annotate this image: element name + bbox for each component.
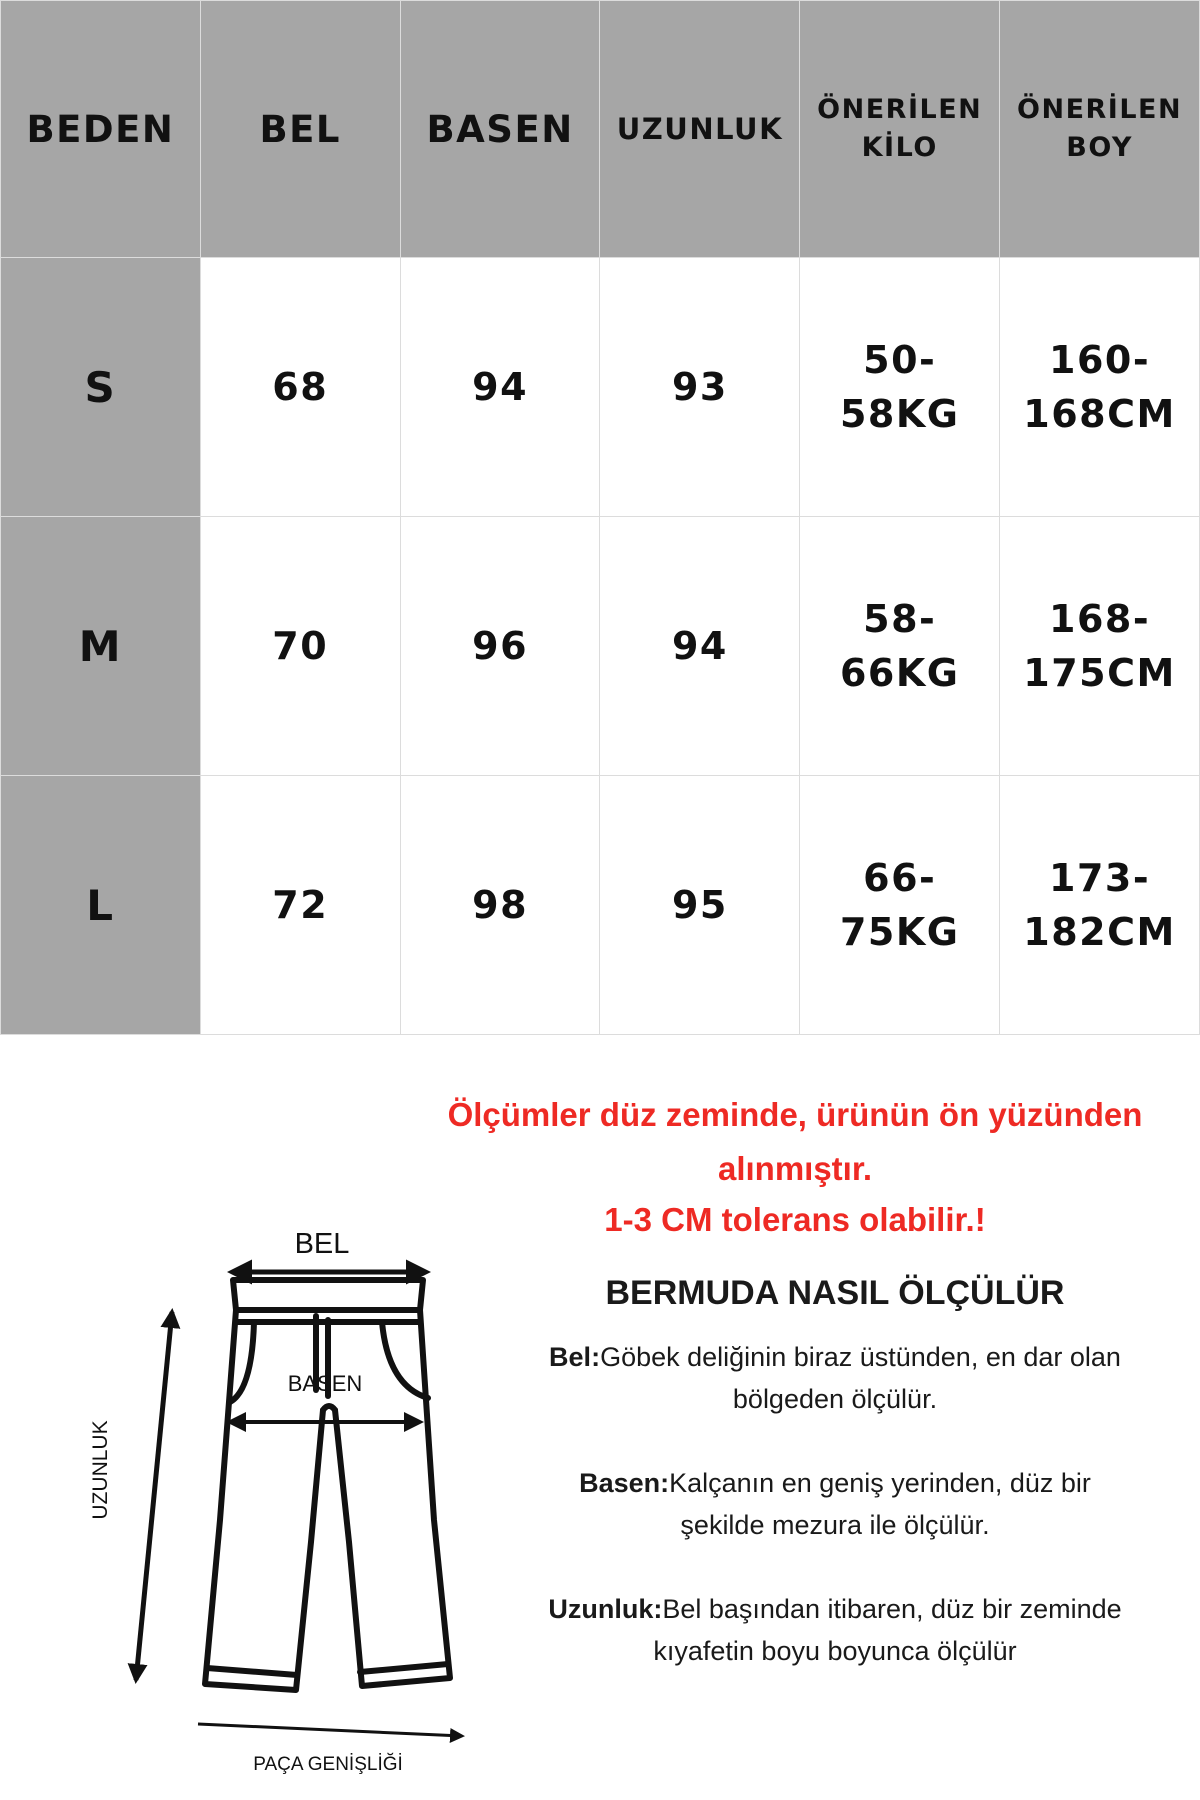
cell-size: S — [1, 258, 201, 517]
cell-length: 93 — [600, 258, 800, 517]
table-row — [1, 258, 1200, 517]
table-header-row — [1, 1, 1200, 258]
notice-line-3: 1-3 CM tolerans olabilir.! — [604, 1201, 986, 1238]
diagram-waist-label: BEL — [294, 1228, 350, 1260]
table-row — [1, 776, 1200, 1035]
guide-item-length: Uzunluk:Bel başından itibaren, düz bir zeminde kıyafetin boyu boyunca ölçülür — [505, 1588, 1165, 1672]
header-length: UZUNLUK — [600, 1, 800, 258]
leg-opening-arrow — [198, 1724, 462, 1736]
guide-item-hip: Basen:Kalçanın en geniş yerinden, düz bir şekilde mezura ile ölçülür. — [505, 1462, 1165, 1546]
guide-term: Bel — [549, 1342, 592, 1372]
guide-text: Bel başından itibaren, düz bir zeminde — [662, 1594, 1122, 1624]
cell-size: L — [1, 776, 201, 1035]
table-row — [1, 517, 1200, 776]
shorts-outline-icon — [205, 1280, 450, 1690]
cell-length: 95 — [600, 776, 800, 1035]
cell-weight: 66-75KG — [800, 776, 1000, 1035]
notice-line-1: Ölçümler düz zeminde, ürünün ön yüzünden — [447, 1096, 1143, 1133]
length-arrow — [136, 1312, 172, 1680]
cell-size: M — [1, 517, 201, 776]
cell-height: 173-182CM — [1000, 776, 1200, 1035]
cell-hip: 98 — [400, 776, 600, 1035]
header-hip: BASEN — [400, 1, 600, 258]
header-recommended-height: ÖNERİLEN BOY — [1000, 1, 1200, 258]
guide-item-waist: Bel:Göbek deliğinin biraz üstünden, en dar olan bölgeden ölçülür. — [505, 1336, 1165, 1420]
guide-text: Kalçanın en geniş yerinden, düz bir — [669, 1468, 1091, 1498]
cell-length: 94 — [600, 517, 800, 776]
header-recommended-weight: ÖNERİLEN KİLO — [800, 1, 1000, 258]
guide-title: BERMUDA NASIL ÖLÇÜLÜR — [605, 1274, 1065, 1312]
notice-line-2: alınmıştır. — [717, 1150, 873, 1187]
cell-hip: 94 — [400, 258, 600, 517]
cell-height: 160-168CM — [1000, 258, 1200, 517]
shorts-measurement-diagram — [70, 1220, 490, 1800]
diagram-leg-opening-label: PAÇA GENİŞLİĞİ — [253, 1754, 403, 1775]
guide-text: şekilde mezura ile ölçülür. — [680, 1510, 990, 1540]
cell-height: 168-175CM — [1000, 517, 1200, 776]
guide-text: Göbek deliğinin biraz üstünden, en dar olan — [600, 1342, 1121, 1372]
cell-weight: 50-58KG — [800, 258, 1000, 517]
cell-hip: 96 — [400, 517, 600, 776]
cell-waist: 72 — [200, 776, 400, 1035]
cell-waist: 70 — [200, 517, 400, 776]
guide-text: kıyafetin boyu boyunca ölçülür — [653, 1636, 1017, 1666]
guide-term: Uzunluk — [548, 1594, 654, 1624]
cell-weight: 58-66KG — [800, 517, 1000, 776]
guide-text: bölgeden ölçülür. — [732, 1384, 938, 1414]
header-size: BEDEN — [1, 1, 201, 258]
header-waist: BEL — [200, 1, 400, 258]
diagram-hip-label: BASEN — [287, 1371, 363, 1396]
guide-term: Basen — [579, 1468, 661, 1498]
cell-waist: 68 — [200, 258, 400, 517]
diagram-length-label: UZUNLUK — [89, 1420, 112, 1520]
